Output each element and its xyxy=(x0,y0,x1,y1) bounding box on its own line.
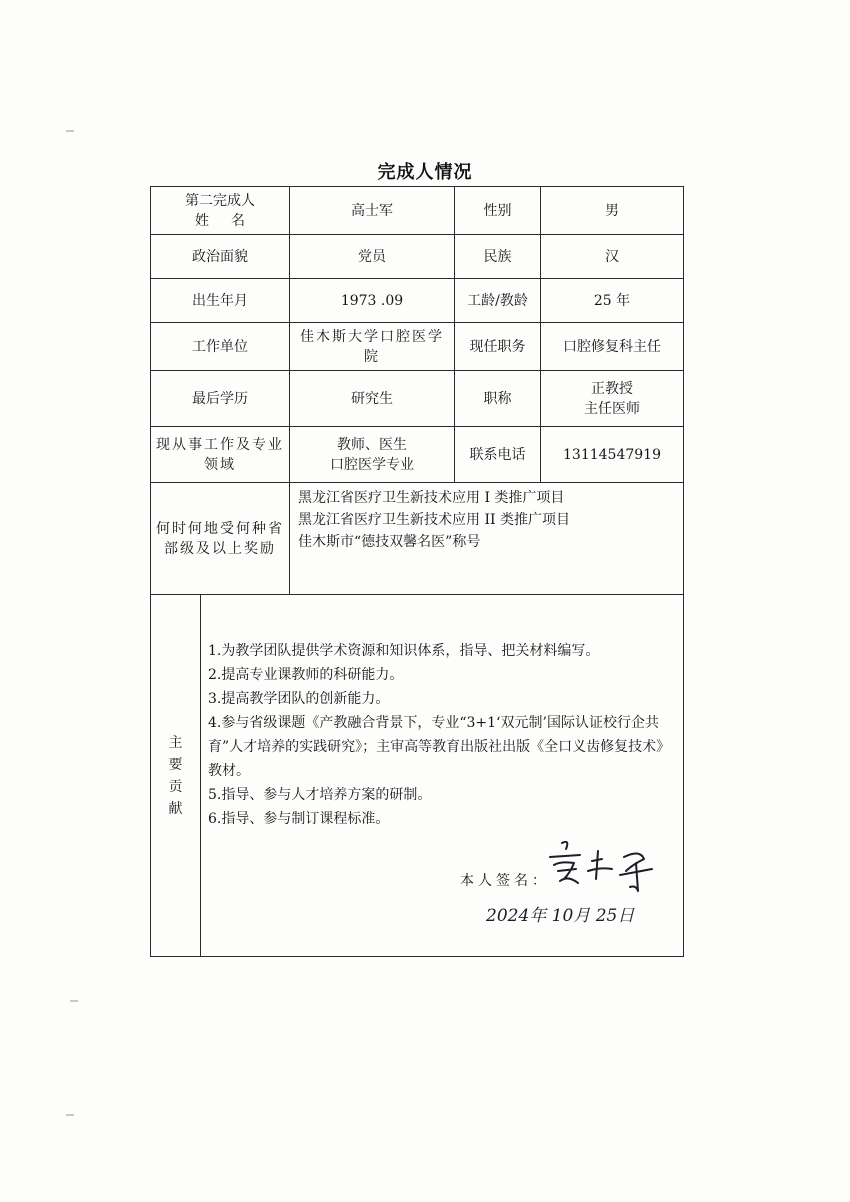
contribution-item: 6.指导、参与制订课程标准。 xyxy=(208,811,390,827)
name-label-line1: 第二完成人 xyxy=(185,192,255,209)
education-label: 最后学历 xyxy=(151,371,290,427)
contribution-item: 1.为教学团队提供学术资源和知识体系，指导、把关材料编写。 xyxy=(208,643,600,659)
table-row xyxy=(151,427,684,483)
employer-value: 佳木斯大学口腔医学院 xyxy=(290,323,455,371)
contrib-label-char: 主 xyxy=(168,734,183,751)
seniority-label: 工龄/教龄 xyxy=(455,279,541,323)
contributions-label xyxy=(151,595,201,956)
position-value: 口腔修复科主任 xyxy=(541,323,684,371)
phone-label: 联系电话 xyxy=(455,427,541,483)
award-item: 黑龙江省医疗卫生新技术应用 I 类推广项目 xyxy=(298,490,565,506)
name-label-line2: 姓名 xyxy=(195,212,267,229)
signature-label: 本人签名： xyxy=(460,873,550,889)
field-value-cell xyxy=(290,427,455,483)
title-value-line2: 主任医师 xyxy=(584,400,640,417)
handwritten-date xyxy=(484,895,644,931)
contributions-list xyxy=(208,639,673,831)
contribution-item: 3.提高教学团队的创新能力。 xyxy=(208,691,390,707)
contribution-item: 4.参与省级课题《产教融合背景下，专业“3+1‘双元制’国际认证校行企共育”人才培养的实践研究》；主审高等教育出版社出版《全口义齿修复技术》教材。 xyxy=(208,715,671,779)
phone-value: 13114547919 xyxy=(541,427,684,483)
political-value: 党员 xyxy=(290,235,455,279)
seniority-value: 25 年 xyxy=(541,279,684,323)
table-row xyxy=(151,483,684,595)
title-value-line1: 正教授 xyxy=(591,380,633,397)
scan-speck xyxy=(66,130,74,132)
title-label: 职称 xyxy=(455,371,541,427)
table-row xyxy=(151,235,684,279)
handwritten-signature xyxy=(540,835,680,895)
political-label: 政治面貌 xyxy=(151,235,290,279)
date-text: 2024年 10月 25日 xyxy=(486,906,635,926)
ethnicity-value: 汉 xyxy=(541,235,684,279)
table-row xyxy=(151,323,684,371)
employer-label: 工作单位 xyxy=(151,323,290,371)
contrib-label-char: 要 xyxy=(168,756,183,773)
name-value: 高士军 xyxy=(290,187,455,235)
award-item: 黑龙江省医疗卫生新技术应用 II 类推广项目 xyxy=(298,512,570,528)
table-row xyxy=(151,371,684,427)
info-table xyxy=(150,186,684,957)
contribution-item: 5.指导、参与人才培养方案的研制。 xyxy=(208,787,432,803)
contrib-label-char: 献 xyxy=(168,800,183,817)
education-value: 研究生 xyxy=(290,371,455,427)
field-value-line2: 口腔医学专业 xyxy=(330,456,414,473)
field-value-line1: 教师、医生 xyxy=(337,436,407,453)
table-row xyxy=(151,595,684,957)
awards-cell xyxy=(290,483,684,595)
contribution-item: 2.提高专业课教师的科研能力。 xyxy=(208,667,404,683)
ethnicity-label: 民族 xyxy=(455,235,541,279)
award-item: 佳木斯市“德技双馨名医”称号 xyxy=(298,534,481,550)
gender-label: 性别 xyxy=(455,187,541,235)
birth-value: 1973 .09 xyxy=(290,279,455,323)
contributions-cell xyxy=(151,595,684,957)
scan-speck xyxy=(70,1000,78,1002)
table-row xyxy=(151,279,684,323)
gender-value: 男 xyxy=(541,187,684,235)
title-value-cell xyxy=(541,371,684,427)
table-row xyxy=(151,187,684,235)
contributions-body xyxy=(208,595,673,956)
scan-speck xyxy=(66,1114,74,1116)
field-label: 现从事工作及专业领域 xyxy=(151,427,290,483)
name-label-cell xyxy=(151,187,290,235)
contrib-label-char: 贡 xyxy=(168,778,183,795)
awards-label: 何时何地受何种省部级及以上奖励 xyxy=(151,483,290,595)
position-label: 现任职务 xyxy=(455,323,541,371)
birth-label: 出生年月 xyxy=(151,279,290,323)
document-title: 完成人情况 xyxy=(377,162,473,183)
